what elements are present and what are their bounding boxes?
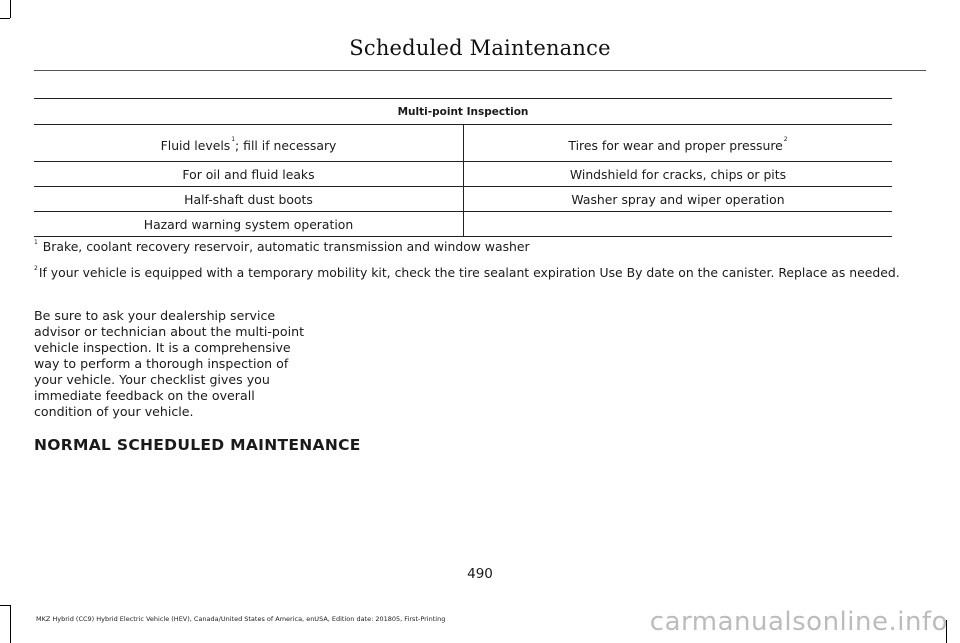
table-row [34,187,892,212]
page-title: Scheduled Maintenance [349,36,611,60]
footnote-text: Brake, coolant recovery reservoir, automatic transmission and window washer [38,239,530,254]
crop-mark-bottom-left [0,605,10,606]
cell-text: Fluid levels [160,138,231,153]
footnote-2 [34,265,900,280]
watermark: carmanualsonline.info [649,607,948,637]
table-cell: For oil and fluid leaks [34,162,464,187]
table-cell [464,212,893,237]
footnote-marker: 1 [34,239,38,246]
cell-text-suffix: ; fill if necessary [235,138,337,153]
table-cell: Windshield for cracks, chips or pits [464,162,893,187]
table-cell: Half-shaft dust boots [34,187,464,212]
footnote-ref: 2 [783,136,788,143]
footnote-marker: 2 [34,265,38,272]
footnote-text: If your vehicle is equipped with a temporary mobility kit, check the tire sealant expiration Use By date on the canister. Replace as needed. [38,265,900,280]
table-row [34,162,892,187]
table-cell: Hazard warning system operation [34,212,464,237]
section-heading: NORMAL SCHEDULED MAINTENANCE [34,436,361,454]
table-row [34,125,892,162]
inspection-table [34,98,892,237]
page-number: 490 [467,566,493,582]
table-row [34,212,892,237]
title-divider [34,70,926,71]
crop-mark-top-left [10,0,11,18]
footer-edition-text: MKZ Hybrid (CC9) Hybrid Electric Vehicle (HEV), Canada/United States of America, enUSA, Edition date: 201805, First-Printing [36,615,446,623]
table-cell: Washer spray and wiper operation [464,187,893,212]
crop-mark-bottom-left [10,605,11,643]
table-heading: Multi-point Inspection [34,99,892,125]
body-paragraph: Be sure to ask your dealership service advisor or technician about the multi-point vehicle inspection. It is a comprehensive way to perform a thorough inspection of your vehicle. Your checklist gives you immediate feedback on the overall condition of your vehicle. [34,308,305,419]
cell-text: Tires for wear and proper pressure [568,138,783,153]
crop-mark-top-left [0,18,10,19]
table-cell [464,125,893,162]
footnote-ref: 1 [231,136,236,143]
table-header-row [34,99,892,125]
footnote-1 [34,239,530,254]
table-cell [34,125,464,162]
